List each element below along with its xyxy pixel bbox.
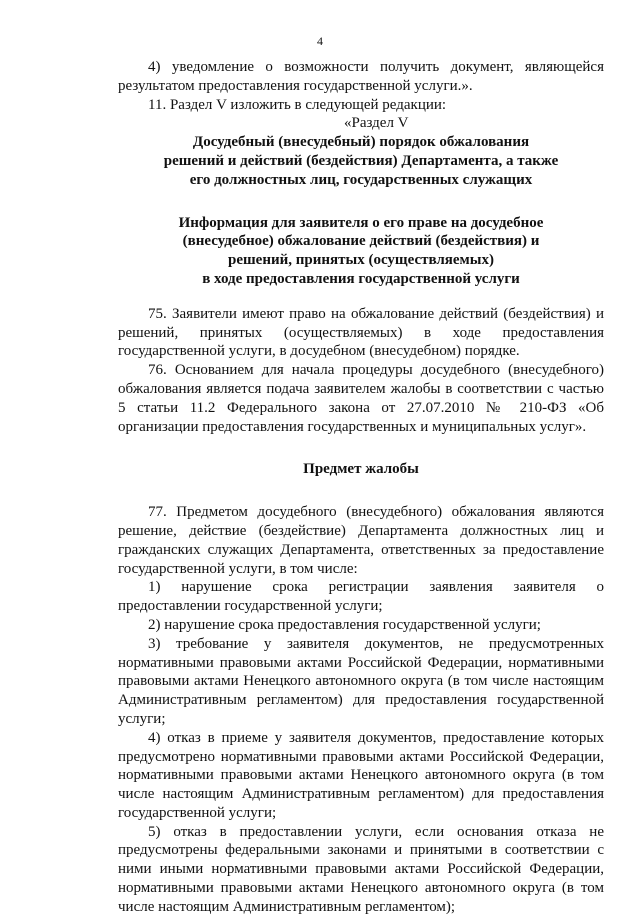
page-number: 4: [317, 34, 323, 48]
list-item-4: 4) отказ в приеме у заявителя документов, предоставление которых предусмотрено нормативными правовыми актами Российской Федерации, нормативными правовыми актами Ненецкого автономного округа (в том числе настоящим Административным регламентом) для предоставления государственной услуги;: [118, 729, 604, 821]
subsection-heading-information: [118, 214, 604, 289]
list-item-3: 3) требование у заявителя документов, не предусмотренных нормативными правовыми актами Российской Федерации, нормативными правовыми актами Ненецкого автономного округа (в том числе настоящим Административным регламентом) для предоставления государственной услуги;: [118, 635, 604, 727]
list-item-5: 5) отказ в предоставлении услуги, если основания отказа не предусмотрены федеральными законами и принятыми в соответствии с ними иными нормативными правовыми актами Российской Федерации, нормативными правовыми актами Ненецкого автономного округа (в том числе настоящим Административным регламентом);: [118, 823, 604, 915]
paragraph-76: 76. Основанием для начала процедуры досудебного (внесудебного) обжалования является подача заявителем жалобы в соответствии с частью 5 статьи 11.2 Федерального закона от 27.07.2010 № 210-ФЗ «Об организации предоставления государственных и муниципальных услуг».: [118, 362, 604, 435]
subsection-heading-subject: Предмет жалобы: [303, 461, 419, 478]
heading-line: Информация для заявителя о его праве на досудебное: [178, 214, 544, 231]
heading-line: (внесудебное) обжалование действий (бездействия) и: [182, 233, 540, 250]
heading-line: в ходе предоставления государственной услуги: [202, 270, 520, 287]
list-item-1: 1) нарушение срока регистрации заявления заявителя о предоставлении государственной услуги;: [118, 579, 604, 615]
paragraph-75: 75. Заявители имеют право на обжалование действий (бездействия) и решений, принятых (осуществляемых) в ходе предоставления государственной услуги, в досудебном (внесудебном) порядке.: [118, 305, 604, 360]
heading-line: решений и действий (бездействия) Департамента, а также: [163, 152, 559, 169]
heading-line: решений, принятых (осуществляемых): [228, 252, 494, 269]
paragraph-item-4: 4) уведомление о возможности получить документ, являющейся результатом предоставления государственной услуги.».: [118, 59, 604, 94]
paragraph-11: 11. Раздел V изложить в следующей редакции:: [148, 96, 447, 113]
heading-line: его должностных лиц, государственных служащих: [189, 171, 533, 188]
document-body: [118, 58, 604, 917]
section-heading: [118, 133, 604, 189]
list-item-2: 2) нарушение срока предоставления государственной услуги;: [148, 616, 541, 633]
heading-line: Досудебный (внесудебный) порядок обжалования: [192, 134, 530, 151]
section-label: «Раздел V: [344, 115, 409, 132]
paragraph-77: 77. Предметом досудебного (внесудебного) обжалования являются решение, действие (бездействие) Департамента должностных лиц и гражданских служащих Департамента, ответственных за предоставление государственной услуги, в том числе:: [118, 504, 604, 577]
